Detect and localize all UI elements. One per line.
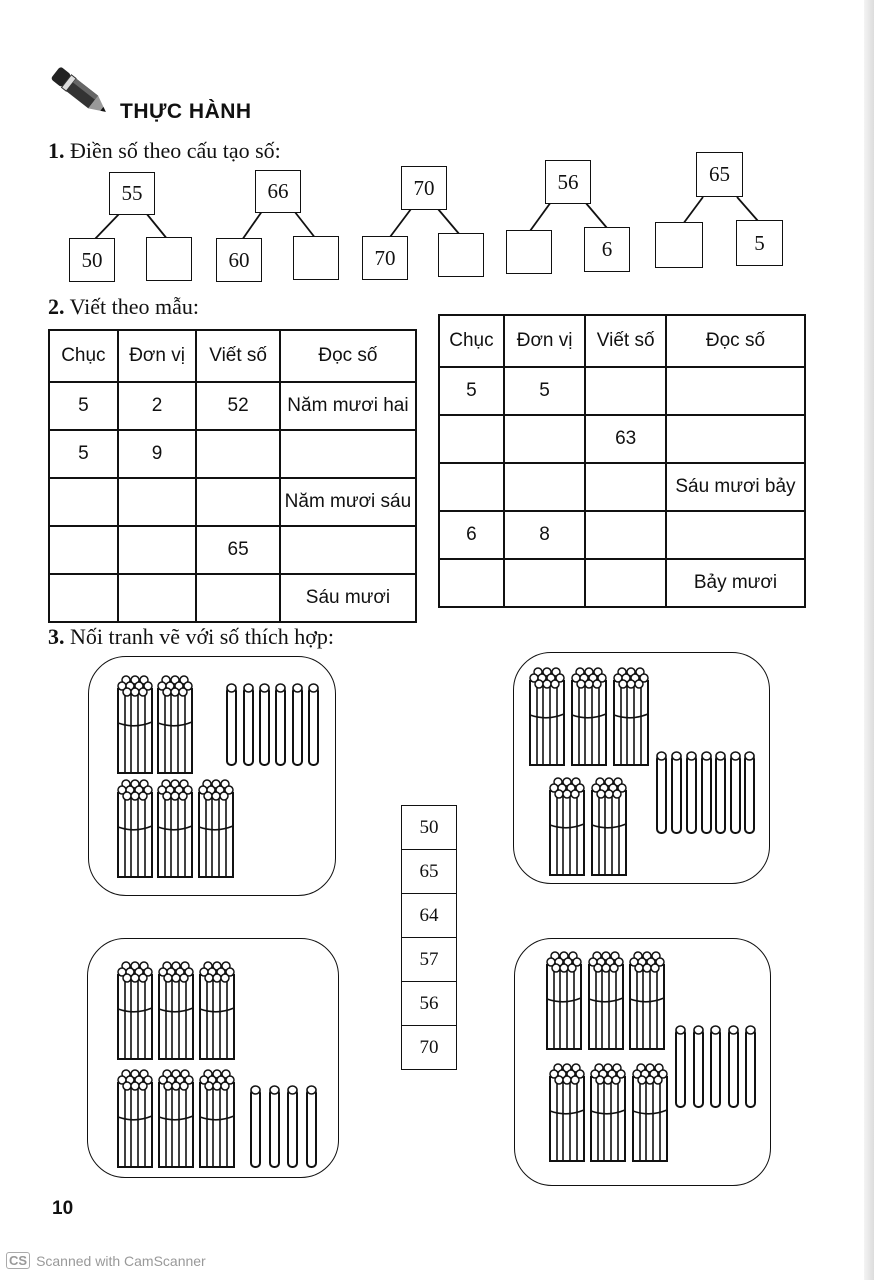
sticks-picture	[514, 653, 769, 883]
cell: 9	[118, 430, 197, 478]
cell-blank[interactable]	[439, 463, 504, 511]
cell-blank[interactable]	[585, 559, 666, 607]
table-row	[49, 430, 416, 478]
table-row	[49, 382, 416, 430]
bundle-of-ten-icon	[200, 962, 234, 1059]
cell-blank[interactable]	[49, 478, 118, 526]
picture-panel-top-left[interactable]	[88, 656, 336, 896]
cell: Sáu mươi bảy	[666, 463, 805, 511]
table-row	[439, 463, 805, 511]
cell: 52	[196, 382, 280, 430]
bundle-of-ten-icon	[572, 668, 606, 765]
tree-4-top: 56	[545, 160, 591, 204]
table-row	[49, 478, 416, 526]
bundle-of-ten-icon	[158, 676, 192, 773]
cell: Năm mươi hai	[280, 382, 416, 430]
cell: 65	[196, 526, 280, 574]
bundle-of-ten-icon	[159, 962, 193, 1059]
cell: Sáu mươi	[280, 574, 416, 622]
exercise-3-title: 3. Nối tranh vẽ với số thích hợp:	[48, 624, 335, 649]
header-viet-so: Viết số	[585, 315, 666, 367]
tree-1-left: 50	[69, 238, 115, 282]
number-option[interactable]: 64	[402, 894, 456, 938]
single-stick-icon	[270, 1086, 279, 1167]
number-option[interactable]: 57	[402, 938, 456, 982]
cell-blank[interactable]	[118, 526, 197, 574]
single-stick-icon	[687, 752, 696, 833]
tree-1-right-blank[interactable]	[146, 237, 192, 281]
number-column	[401, 805, 457, 1070]
table-row	[439, 511, 805, 559]
tree-2-right-blank[interactable]	[293, 236, 339, 280]
header-viet-so: Viết số	[196, 330, 280, 382]
single-stick-icon	[227, 684, 236, 765]
cell-blank[interactable]	[196, 478, 280, 526]
header-chuc: Chục	[49, 330, 118, 382]
bundle-of-ten-icon	[633, 1064, 667, 1161]
picture-panel-bottom-left[interactable]	[87, 938, 339, 1178]
picture-panel-top-right[interactable]	[513, 652, 770, 884]
header-doc-so: Đọc số	[280, 330, 416, 382]
table-row	[439, 367, 805, 415]
bundle-of-ten-icon	[550, 1064, 584, 1161]
watermark-text: Scanned with CamScanner	[36, 1252, 206, 1269]
page-number: 10	[52, 1198, 74, 1219]
cell: 2	[118, 382, 197, 430]
cell: Bảy mươi	[666, 559, 805, 607]
bundle-of-ten-icon	[118, 962, 152, 1059]
header-doc-so: Đọc số	[666, 315, 805, 367]
single-stick-icon	[694, 1026, 703, 1107]
sticks-picture	[88, 939, 338, 1177]
table-row	[49, 574, 416, 622]
tree-2-left: 60	[216, 238, 262, 282]
cell-blank[interactable]	[196, 430, 280, 478]
cell-blank[interactable]	[504, 559, 586, 607]
table-row	[439, 415, 805, 463]
bundle-of-ten-icon	[118, 676, 152, 773]
exercise-2-title: 2. Viết theo mẫu:	[48, 294, 200, 319]
bundle-of-ten-icon	[630, 952, 664, 1049]
sticks-picture	[89, 657, 335, 895]
cell: 5	[49, 430, 118, 478]
tree-4-right: 6	[584, 227, 630, 272]
cell-blank[interactable]	[196, 574, 280, 622]
cell-blank[interactable]	[666, 367, 805, 415]
cell-blank[interactable]	[280, 430, 416, 478]
bundle-of-ten-icon	[159, 1070, 193, 1167]
cell-blank[interactable]	[49, 574, 118, 622]
cell: 5	[504, 367, 586, 415]
cell: 6	[439, 511, 504, 559]
single-stick-icon	[711, 1026, 720, 1107]
single-stick-icon	[260, 684, 269, 765]
table-right	[438, 314, 806, 608]
tree-4-left-blank[interactable]	[506, 230, 552, 274]
table-header-row	[439, 315, 805, 367]
cell-blank[interactable]	[49, 526, 118, 574]
bundle-of-ten-icon	[614, 668, 648, 765]
bundle-of-ten-icon	[118, 1070, 152, 1167]
bundle-of-ten-icon	[158, 780, 192, 877]
tree-5-top: 65	[696, 152, 743, 197]
header-chuc: Chục	[439, 315, 504, 367]
cell-blank[interactable]	[280, 526, 416, 574]
tree-3-left: 70	[362, 236, 408, 280]
table-left	[48, 329, 417, 623]
section-heading: THỰC HÀNH	[120, 100, 252, 123]
header-don-vi: Đơn vị	[504, 315, 586, 367]
single-stick-icon	[716, 752, 725, 833]
sticks-picture	[515, 939, 770, 1185]
scanner-watermark	[6, 1252, 206, 1269]
cell-blank[interactable]	[504, 415, 586, 463]
camscanner-logo-icon: CS	[6, 1252, 30, 1269]
cell-blank[interactable]	[439, 559, 504, 607]
single-stick-icon	[251, 1086, 260, 1167]
single-stick-icon	[702, 752, 711, 833]
tree-5-right: 5	[736, 220, 783, 266]
single-stick-icon	[244, 684, 253, 765]
single-stick-icon	[729, 1026, 738, 1107]
cell: 5	[49, 382, 118, 430]
bundle-of-ten-icon	[550, 778, 584, 875]
bundle-of-ten-icon	[547, 952, 581, 1049]
cell-blank[interactable]	[585, 463, 666, 511]
single-stick-icon	[288, 1086, 297, 1167]
bundle-of-ten-icon	[200, 1070, 234, 1167]
cell: 5	[439, 367, 504, 415]
header-don-vi: Đơn vị	[118, 330, 197, 382]
cell-blank[interactable]	[439, 415, 504, 463]
cell-blank[interactable]	[585, 367, 666, 415]
single-stick-icon	[676, 1026, 685, 1107]
single-stick-icon	[307, 1086, 316, 1167]
single-stick-icon	[731, 752, 740, 833]
number-option[interactable]: 70	[419, 1036, 439, 1058]
tree-2-top: 66	[255, 170, 301, 213]
table-row	[439, 559, 805, 607]
bundle-of-ten-icon	[589, 952, 623, 1049]
tree-5-left-blank[interactable]	[655, 222, 703, 268]
cell-blank[interactable]	[118, 574, 197, 622]
number-option[interactable]: 56	[402, 982, 456, 1026]
tree-1-top: 55	[109, 172, 155, 215]
single-stick-icon	[657, 752, 666, 833]
bundle-of-ten-icon	[118, 780, 152, 877]
cell-blank[interactable]	[504, 463, 586, 511]
number-option[interactable]: 50	[402, 806, 456, 850]
cell-blank[interactable]	[666, 511, 805, 559]
tree-3-top: 70	[401, 166, 447, 210]
single-stick-icon	[276, 684, 285, 765]
single-stick-icon	[745, 752, 754, 833]
cell: 8	[504, 511, 586, 559]
cell: Năm mươi sáu	[280, 478, 416, 526]
bundle-of-ten-icon	[591, 1064, 625, 1161]
tree-3-right-blank[interactable]	[438, 233, 484, 277]
table-row	[49, 526, 416, 574]
picture-panel-bottom-right[interactable]	[514, 938, 771, 1186]
bundle-of-ten-icon	[592, 778, 626, 875]
table-header-row	[49, 330, 416, 382]
bundle-of-ten-icon	[530, 668, 564, 765]
cell-blank[interactable]	[666, 415, 805, 463]
exercise-1-title: 1. Điền số theo cấu tạo số:	[48, 138, 281, 163]
single-stick-icon	[746, 1026, 755, 1107]
cell-blank[interactable]	[585, 511, 666, 559]
single-stick-icon	[293, 684, 302, 765]
cell: 63	[585, 415, 666, 463]
cell-blank[interactable]	[118, 478, 197, 526]
number-option[interactable]: 65	[402, 850, 456, 894]
single-stick-icon	[309, 684, 318, 765]
bundle-of-ten-icon	[199, 780, 233, 877]
single-stick-icon	[672, 752, 681, 833]
